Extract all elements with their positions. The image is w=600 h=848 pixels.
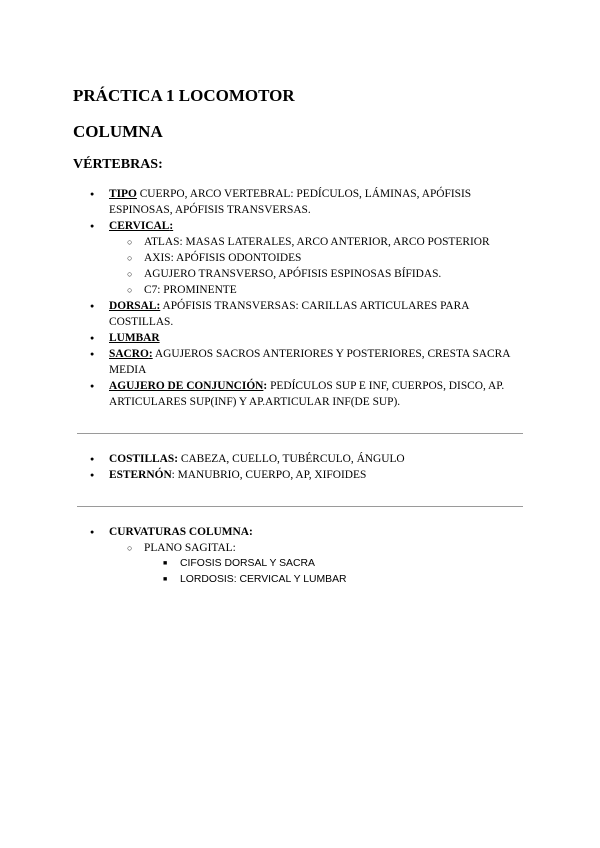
sublist-item-cervical-2: ○ AXIS: APÓFISIS ODONTOIDES	[0, 250, 524, 266]
list-item-sacro	[0, 346, 515, 378]
item-text-esternon: : MANUBRIO, CUERPO, AP, XIFOIDES	[171, 469, 367, 481]
item-text-dorsal: APÓFISIS TRANSVERSAS: CARILLAS ARTICULARES PARA COSTILLAS.	[109, 300, 469, 328]
list-item-curvaturas	[0, 524, 515, 540]
item-text-costillas: CABEZA, CUELLO, TUBÉRCULO, ÁNGULO	[178, 453, 405, 465]
list-item-dorsal	[0, 298, 515, 330]
list-item-esternon	[0, 467, 515, 483]
item-text-tipo: CUERPO, ARCO VERTEBRAL: PEDÍCULOS, LÁMINAS, APÓFISIS ESPINOSAS, APÓFISIS TRANSVERSAS.	[109, 188, 472, 216]
item-key-agujero-conjuncion: AGUJERO DE CONJUNCIÓN:	[109, 380, 268, 392]
item-text-sacro: AGUJEROS SACROS ANTERIORES Y POSTERIORES, CRESTA SACRA MEDIA	[109, 348, 510, 376]
item-key-costillas: COSTILLAS:	[109, 453, 179, 465]
list-item-lumbar	[0, 330, 515, 346]
torax-list	[0, 451, 515, 483]
list-item-tipo	[0, 186, 515, 218]
list-item-agujero-conjuncion	[0, 378, 515, 410]
item-key-dorsal: DORSAL:	[109, 300, 161, 312]
item-key-esternon: ESTERNÓN	[109, 469, 172, 481]
subsublist-item-cifosis: ■ CIFOSIS DORSAL Y SACRA	[0, 556, 524, 572]
sublist-item-cervical-4: ○ C7: PROMINENTE	[0, 282, 524, 298]
item-key-lumbar: LUMBAR	[109, 332, 160, 344]
subsection-heading-vertebras: VÉRTEBRAS:	[73, 157, 163, 172]
list-item-cervical	[0, 218, 515, 234]
curvaturas-list	[0, 524, 524, 588]
item-key-sacro: SACRO:	[109, 348, 153, 360]
item-key-curvaturas: CURVATURAS COLUMNA:	[109, 526, 253, 538]
section-heading-columna: COLUMNA	[73, 122, 163, 141]
item-key-tipo: TIPO	[109, 188, 137, 200]
subsublist-item-lordosis: ■ LORDOSIS: CERVICAL Y LUMBAR	[0, 572, 524, 588]
divider-2	[77, 506, 523, 507]
item-text-agujero-conjuncion: PEDÍCULOS SUP E INF, CUERPOS, DISCO, AP. ARTICULARES SUP(INF) Y AP.ARTICULAR INF(DE SUP).	[109, 380, 505, 408]
sublist-item-cervical-3: ○ AGUJERO TRANSVERSO, APÓFISIS ESPINOSAS BÍFIDAS.	[0, 266, 524, 282]
sublist-item-cervical-1: ○ ATLAS: MASAS LATERALES, ARCO ANTERIOR, ARCO POSTERIOR	[0, 234, 524, 250]
document-title: PRÁCTICA 1 LOCOMOTOR	[73, 86, 295, 105]
divider-1	[77, 433, 523, 434]
sublist-item-plano-sagital: ○ PLANO SAGITAL:	[0, 540, 524, 556]
list-item-costillas	[0, 451, 515, 467]
item-key-cervical: CERVICAL:	[109, 220, 174, 232]
vertebras-list	[0, 186, 524, 410]
